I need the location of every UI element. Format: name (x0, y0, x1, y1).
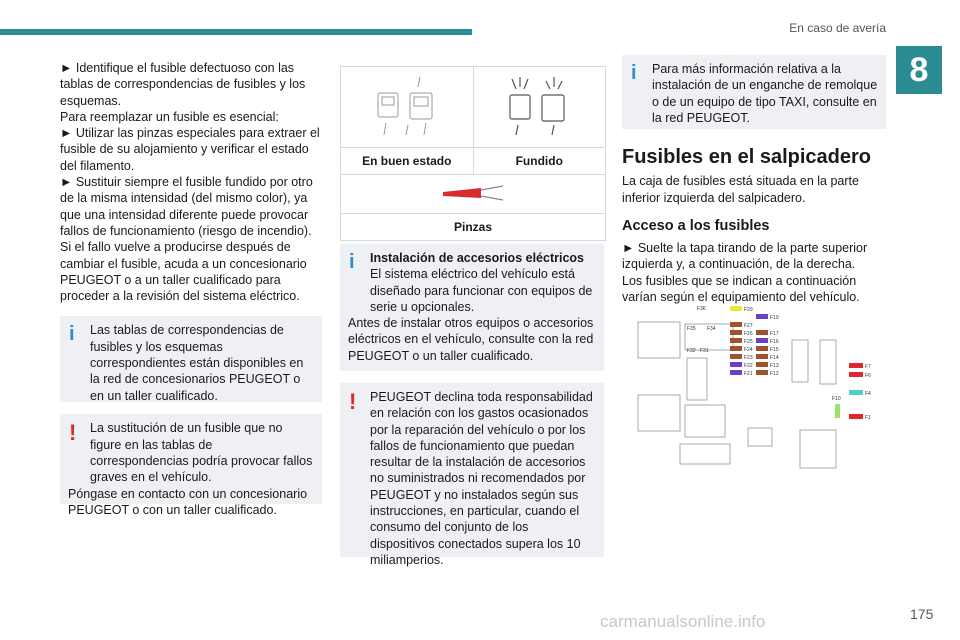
fuse-box-diagram (630, 300, 880, 475)
accessories-title: Instalación de accesorios eléctricos (370, 251, 584, 265)
fuse-label: F15 (770, 347, 779, 353)
column-3 (622, 55, 886, 305)
fuse-label: F23 (744, 355, 753, 361)
paragraph: ► Utilizar las pinzas especiales para extraer el fusible de su alojamiento y verificar el estado del filamento. (60, 126, 320, 173)
fuse-label: F35 (687, 326, 696, 332)
fuse-label: F36 (697, 306, 706, 312)
fuse-state-table (340, 66, 606, 241)
relay-block (792, 340, 808, 382)
fuse-label: F24 (744, 347, 753, 353)
fuse-label: F6 (865, 373, 871, 379)
fuse-label: F21 (744, 371, 753, 377)
warning-note-text: PEUGEOT declina toda responsabilidad en relación con los gastos ocasionados por la reparación del vehículo o por los fallos de funcionamiento que puedan resultar de la instalación de accesorios no suministrados ni recomendados por PEUGEOT y no instalados según sus instrucciones, en particular, cuando el consumo del conjunto de los dispositivos conectados supera los 10 miliamperios. (370, 390, 593, 567)
pliers-image (341, 175, 605, 213)
info-icon: i (631, 62, 637, 84)
watermark: carmanualsonline.info (600, 612, 766, 631)
fuse-label: F13 (770, 363, 779, 369)
fuse-good-label: En buen estado (362, 154, 452, 168)
fuse-label: F34 (707, 326, 716, 332)
fuse-good-image (341, 67, 473, 147)
info-icon: i (349, 251, 355, 273)
pliers-label: Pinzas (453, 220, 492, 234)
column-1 (60, 60, 322, 517)
relay-block (638, 322, 680, 358)
fuse-label: F12 (770, 371, 779, 377)
fuse-label: F19 (770, 315, 779, 321)
pliers-icon (441, 184, 505, 204)
fuse-blown-label: Fundido (473, 148, 606, 174)
relay-block (800, 430, 836, 468)
accessories-note (340, 244, 604, 371)
warning-icon: ! (349, 389, 357, 414)
warning-icon: ! (69, 420, 77, 446)
relay-block (638, 395, 680, 431)
paragraph: Si el fallo vuelve a producirse después de cambiar el fusible, acuda a un concesionario PEUGEOT o a un taller cualificado para proceder a la revisión del sistema eléctrico. (60, 240, 307, 304)
fuse-label: F4 (865, 391, 871, 397)
relay-block (748, 428, 772, 446)
accessories-text: Antes de instalar otros equipos o accesorios eléctricos en el vehículo, consulte con la red PEUGEOT o un taller cualificado. (348, 316, 594, 363)
fuse-blown-image (473, 67, 606, 147)
fuse-label: F1 (865, 415, 871, 421)
warning-note-text: Póngase en contacto con un concesionario PEUGEOT o con un taller cualificado. (68, 486, 308, 517)
subheading: Acceso a los fusibles (622, 217, 770, 234)
fuse-label: F25 (744, 339, 753, 345)
fuse-label: F29 (744, 307, 753, 313)
relay-block (820, 340, 836, 384)
paragraph: Para reemplazar un fusible es esencial: (60, 109, 279, 124)
warning-note (340, 383, 604, 567)
chapter-number: 8 (896, 46, 942, 94)
paragraph: ► Identifique el fusible defectuoso con las tablas de correspondencias de fusibles y los esquemas. (60, 61, 306, 108)
fuse-label: F22 (744, 363, 753, 369)
info-icon: i (69, 323, 75, 346)
info-note (622, 55, 886, 129)
header-accent-bar (0, 29, 472, 35)
info-note (60, 316, 322, 402)
fuse-label: F26 (744, 331, 753, 337)
fuse-label: F27 (744, 323, 753, 329)
fuse-label: F10 (832, 396, 841, 402)
fuse-label: F14 (770, 355, 779, 361)
fuse-label: F17 (770, 331, 779, 337)
fuse-label: F7 (865, 364, 871, 370)
paragraph: ► Suelte la tapa tirando de la parte superior izquierda y, a continuación, de la derecha. (622, 241, 868, 272)
paragraph: Los fusibles que se indican a continuación varían según el equipamiento del vehículo. (622, 273, 860, 305)
relay-block (685, 405, 725, 437)
accessories-text: El sistema eléctrico del vehículo está diseñado para funcionar con equipos de serie u opcionales. (370, 267, 593, 314)
warning-note-text: La sustitución de un fusible que no figure en las tablas de correspondencias podría provocar fallos graves en el vehículo. (90, 421, 313, 485)
column-2 (340, 244, 604, 567)
section-heading: Fusibles en el salpicadero (622, 146, 871, 168)
info-note-text: Para más información relativa a la instalación de un enganche de remolque o de un equipo de tipo TAXI, consulte en la red PEUGEOT. (652, 62, 878, 125)
relay-block (680, 444, 730, 464)
fuse-label: F32 (687, 348, 696, 354)
info-note-text: Las tablas de correspondencias de fusibles y los esquemas correspondientes están disponibles en la red de concesionarios PEUGEOT o en un taller cualificado. (90, 323, 304, 403)
warning-note (60, 414, 322, 517)
fuse-label: F31 (700, 348, 709, 354)
running-head: En caso de avería (789, 21, 886, 35)
page-number: 175 (910, 606, 934, 622)
fuse-blown-icon (504, 75, 574, 139)
fuse-good-icon (372, 75, 442, 139)
paragraph: ► Sustituir siempre el fusible fundido por otro de la misma intensidad (del mismo color), ya que una intensidad diferente puede provocar fallos de funcionamiento (riesgo de incendio). (60, 175, 313, 238)
paragraph: La caja de fusibles está situada en la parte inferior izquierda del salpicadero. (622, 174, 859, 205)
fuse-label: F16 (770, 339, 779, 345)
relay-block (687, 358, 707, 400)
